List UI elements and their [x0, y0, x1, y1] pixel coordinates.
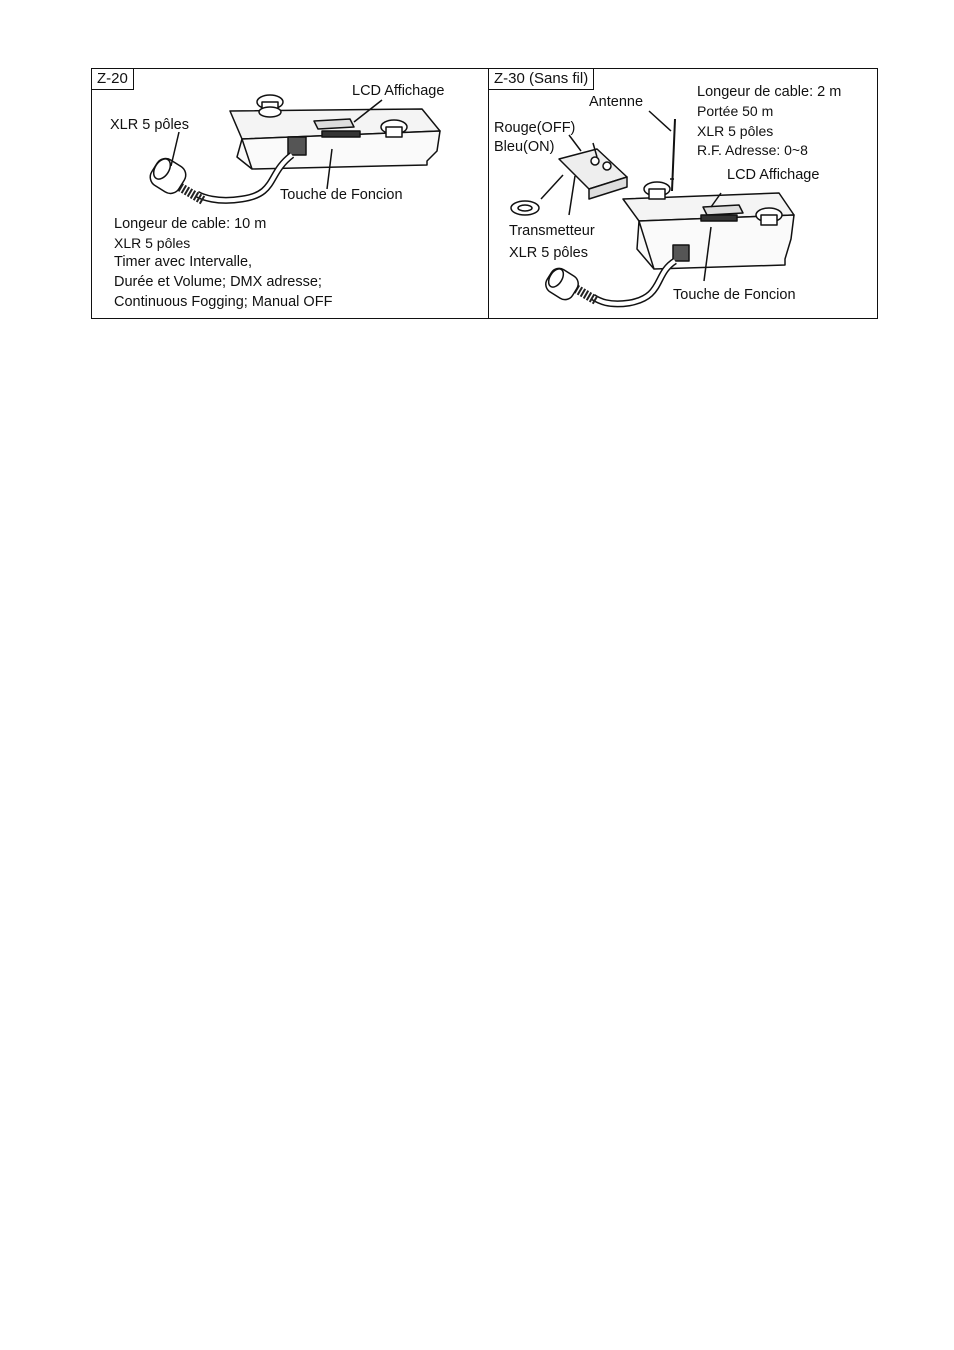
xlr-label: XLR 5 pôles	[110, 117, 189, 133]
touche-label: Touche de Foncion	[280, 187, 403, 203]
spec-line: XLR 5 pôles	[697, 123, 774, 139]
rouge-label: Rouge(OFF)	[494, 120, 576, 136]
model-tag-z30: Z-30 (Sans fil)	[489, 69, 594, 90]
spec-line: Timer avec Intervalle,	[114, 254, 253, 270]
controller-diagram	[91, 68, 878, 319]
spec-line: Longeur de cable: 2 m	[697, 84, 842, 100]
transmetteur-label: Transmetteur	[509, 223, 595, 239]
lcd-label: LCD Affichage	[727, 167, 820, 183]
xlr-label: XLR 5 pôles	[509, 245, 588, 261]
spec-line: Continuous Fogging; Manual OFF	[114, 294, 333, 310]
panel-z20	[92, 69, 488, 318]
lcd-label: LCD Affichage	[352, 83, 445, 99]
bleu-label: Bleu(ON)	[494, 139, 555, 155]
touche-label: Touche de Foncion	[673, 287, 796, 303]
model-tag-z20: Z-20	[92, 69, 134, 90]
spec-line: Durée et Volume; DMX adresse;	[114, 274, 322, 290]
antenne-label: Antenne	[589, 94, 644, 110]
spec-line: XLR 5 pôles	[114, 235, 191, 251]
z30-controller-illustration	[489, 69, 877, 318]
spec-line: R.F. Adresse: 0~8	[697, 142, 808, 158]
spec-line: Portée 50 m	[697, 103, 774, 119]
spec-line: Longeur de cable: 10 m	[114, 216, 267, 232]
panel-z30	[488, 69, 877, 318]
